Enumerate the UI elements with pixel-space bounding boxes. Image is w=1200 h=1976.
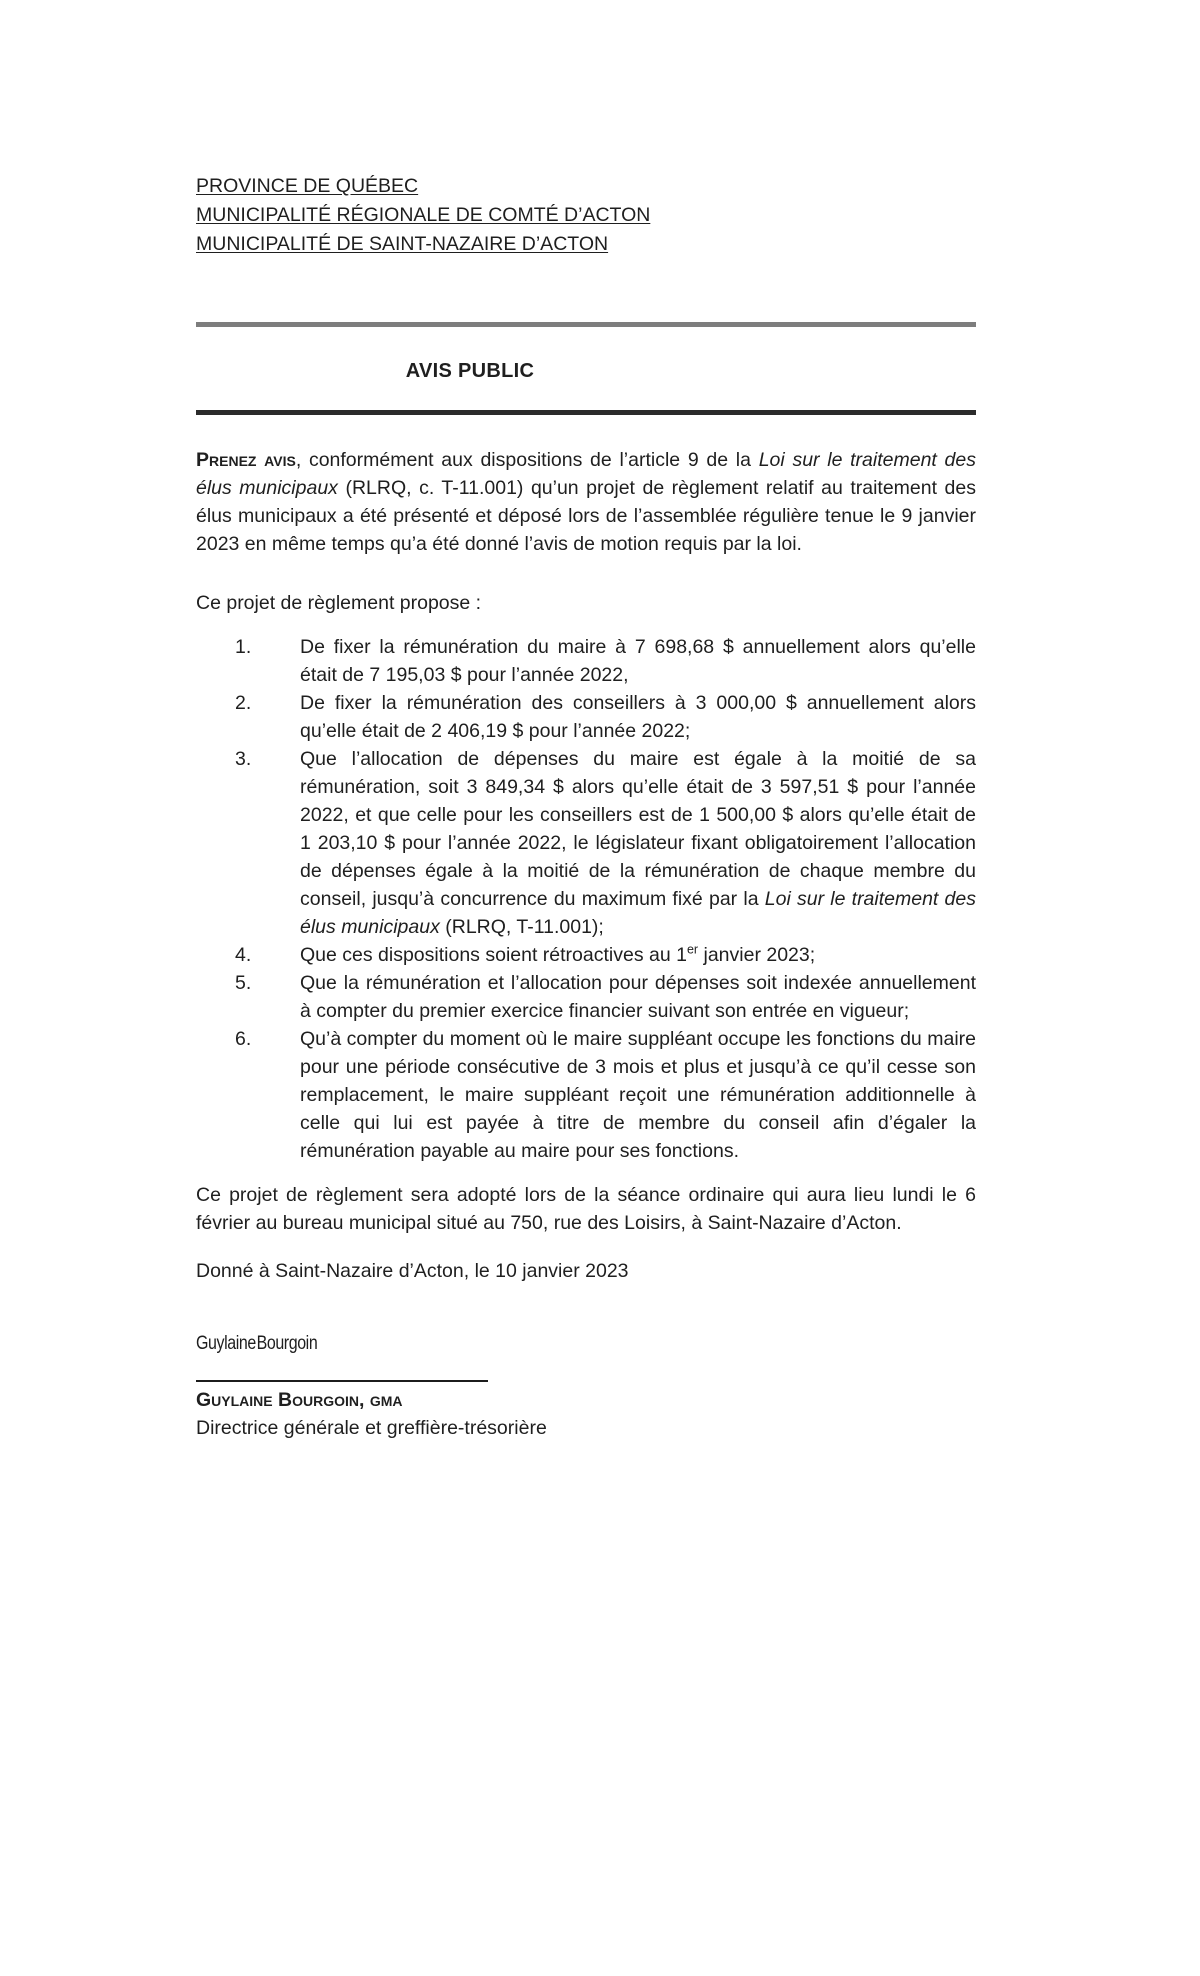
list-item-4-ordinal-superscript: er — [686, 942, 699, 957]
intro-law-title: Loi sur le traitement des élus municipaux — [196, 449, 976, 499]
intro-rest-text: (RLRQ, c. T-11.001) qu’un projet de règlement relatif au traitement des élus municipaux a été présenté et déposé lors de l’assemblée régulière tenue le 9 janvier 2023 en même temps qu’a été donné l’avis de motion requis par la loi. — [196, 477, 976, 555]
list-item-4-number: 4. — [235, 944, 252, 966]
header-line-mrc: MUNICIPALITÉ RÉGIONALE DE COMTÉ D’ACTON — [196, 204, 651, 226]
list-item-4 — [235, 941, 976, 969]
bottom-horizontal-rule — [196, 410, 976, 415]
signatory-printed-name: Guylaine Bourgoin, gma — [196, 1389, 403, 1411]
list-item-4-pre: Que ces dispositions soient rétroactives au 1 — [300, 944, 687, 966]
adoption-paragraph: Ce projet de règlement sera adopté lors de la séance ordinaire qui aura lieu lundi le 6 février au bureau municipal situé au 750, rue des Loisirs, à Saint-Nazaire d’Acton. — [196, 1184, 976, 1234]
intro-lead-smallcaps: Prenez avis — [196, 449, 296, 471]
notice-title: AVIS PUBLIC — [405, 360, 535, 382]
list-item-5-text: Que la rémunération et l’allocation pour dépenses soit indexée annuellement à compter du premier exercice financier suivant son entrée en vigueur; — [300, 972, 976, 1022]
list-item-6 — [235, 1025, 976, 1165]
list-item-3-post: (RLRQ, T-11.001); — [439, 916, 604, 938]
top-horizontal-rule — [196, 322, 976, 327]
signature-handwritten-name: Guylaine Bourgoin — [196, 1332, 318, 1354]
list-item-6-number: 6. — [235, 1028, 252, 1050]
list-item-4-post: janvier 2023; — [698, 944, 816, 966]
list-item-3-law-title: Loi sur le traitement des élus municipaux — [300, 888, 976, 938]
list-item-2-text: De fixer la rémunération des conseillers à 3 000,00 $ annuellement alors qu’elle était de 2 406,19 $ pour l’année 2022; — [300, 692, 976, 742]
list-item-3-pre: Que l’allocation de dépenses du maire est égale à la moitié de sa rémunération, soit 3 849,34 $ alors qu’elle était de 3 597,51 $ pour l’année 2022, et que celle pour les conseillers est de 1 500,00 $ alors qu’elle était de 1 203,10 $ pour l’année 2022, le législateur fixant obligatoirement l’allocation de dépenses égale à la moitié de la rémunération de chaque membre du conseil, jusqu’à concurrence du maximum fixé par la — [300, 748, 976, 910]
propose-line: Ce projet de règlement propose : — [196, 592, 482, 614]
signatory-role: Directrice générale et greffière-trésorière — [196, 1417, 547, 1439]
intro-paragraph — [196, 446, 976, 558]
list-item-1-number: 1. — [235, 636, 252, 658]
given-at-line: Donné à Saint-Nazaire d’Acton, le 10 janvier 2023 — [196, 1260, 629, 1282]
header-line-municipality: MUNICIPALITÉ DE SAINT-NAZAIRE D’ACTON — [196, 233, 609, 255]
header-line-province: PROVINCE DE QUÉBEC — [196, 175, 419, 197]
list-item-6-text: Qu’à compter du moment où le maire suppléant occupe les fonctions du maire pour une période consécutive de 3 mois et plus et jusqu’à ce qu’il cesse son remplacement, le maire suppléant reçoit une rémunération additionnelle à celle qui lui est payée à titre de membre du conseil afin d’égaler la rémunération payable au maire pour ses fonctions. — [300, 1028, 976, 1162]
list-item-3 — [235, 745, 976, 941]
list-item-2-number: 2. — [235, 692, 252, 714]
document-content — [196, 0, 976, 1442]
list-item-3-text — [300, 745, 976, 941]
list-item-5 — [235, 969, 976, 1025]
list-item-2 — [235, 689, 976, 745]
document-header — [196, 172, 976, 259]
list-item-1 — [235, 633, 976, 689]
list-item-4-text — [300, 941, 976, 969]
intro-mid-text: , conformément aux dispositions de l’article 9 de la — [295, 449, 759, 471]
proposal-list — [196, 633, 976, 1165]
signature-line — [196, 1380, 488, 1382]
list-item-5-number: 5. — [235, 972, 252, 994]
list-item-1-text: De fixer la rémunération du maire à 7 698,68 $ annuellement alors qu’elle était de 7 195,03 $ pour l’année 2022, — [300, 636, 976, 686]
list-item-3-number: 3. — [235, 748, 252, 770]
